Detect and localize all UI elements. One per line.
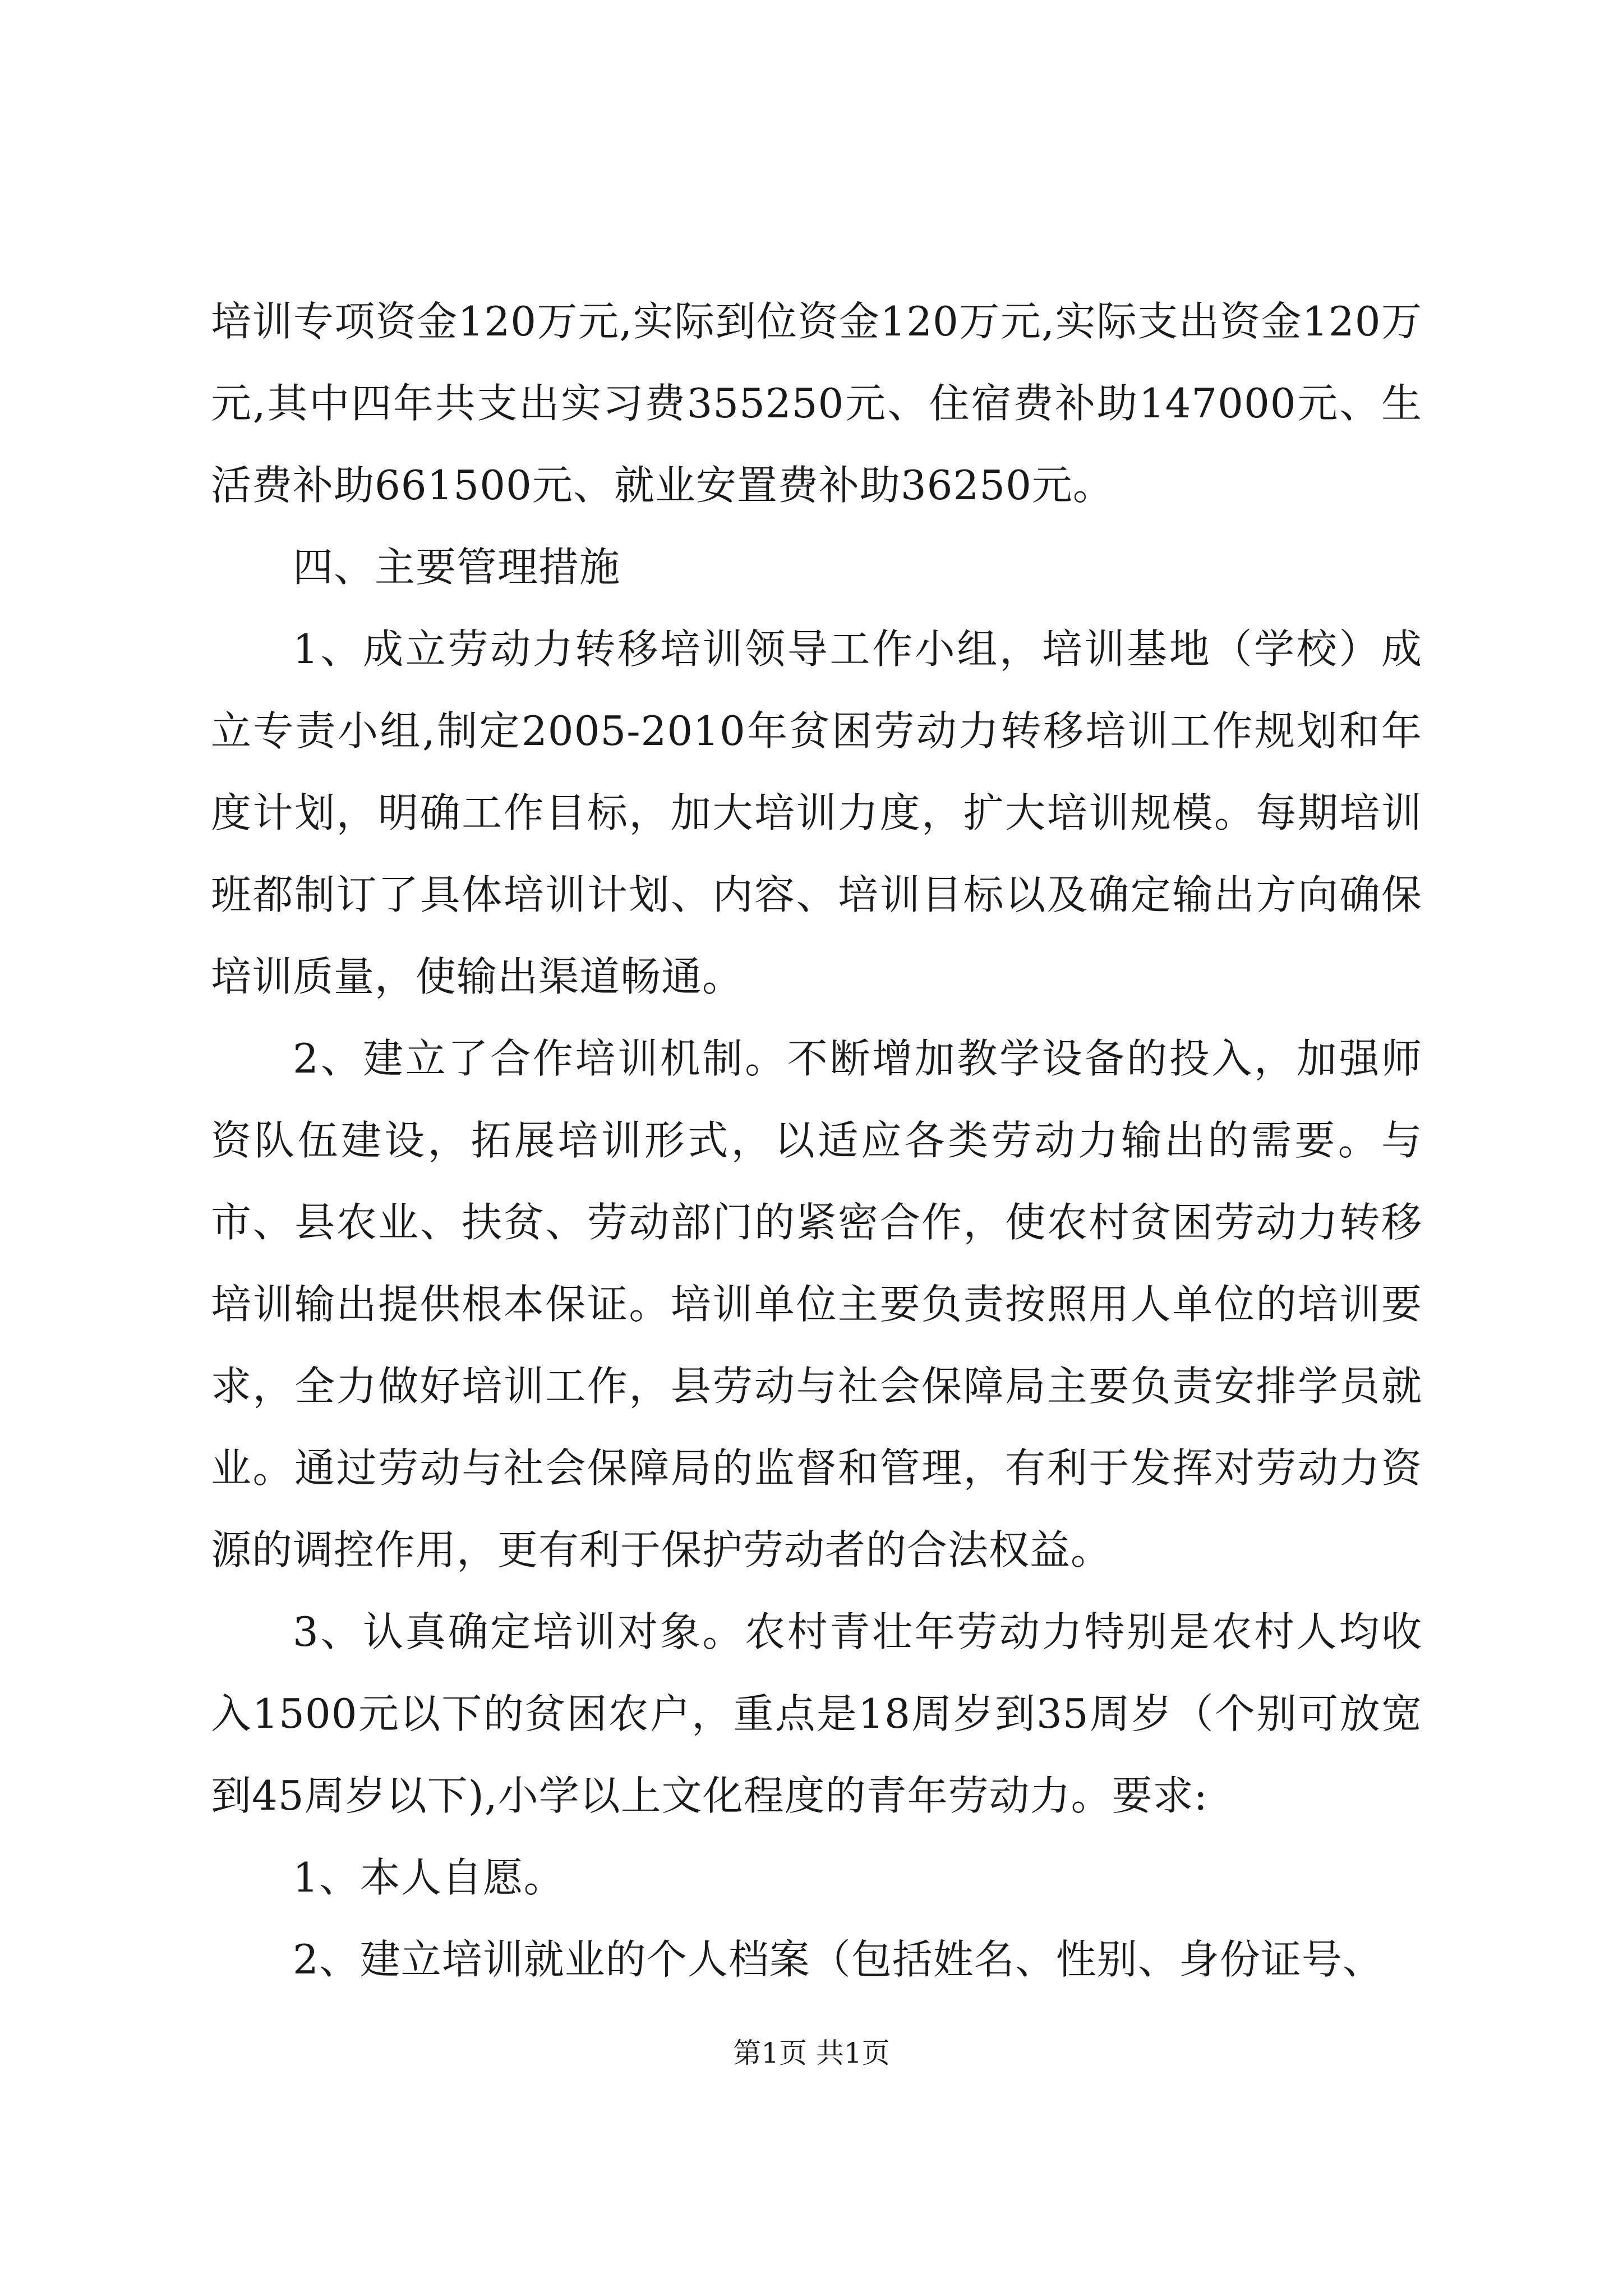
paragraph-requirement-2: 2、建立培训就业的个人档案（包括姓名、性别、身份证号、: [293, 1936, 1384, 1983]
document-body: [211, 280, 1422, 2000]
paragraph-measure-1: 1、成立劳动力转移培训领导工作小组，培训基地（学校）成立专责小组,制定2005-2010年贫困劳动力转移培训工作规划和年度计划，明确工作目标，加大培训力度，扩大培训规模。每期培训班都制订了具体培训计划、内容、培训目标以及确定输出方向确保培训质量，使输出渠道畅通。: [211, 625, 1422, 1000]
paragraph-measure-2: 2、建立了合作培训机制。不断增加教学设备的投入，加强师资队伍建设，拓展培训形式，以适应各类劳动力输出的需要。与市、县农业、扶贫、劳动部门的紧密合作，使农村贫困劳动力转移培训输出提供根本保证。培训单位主要负责按照用人单位的培训要求，全力做好培训工作，县劳动与社会保障局主要负责安排学员就业。通过劳动与社会保障局的监督和管理，有利于发挥对劳动力资源的调控作用，更有利于保护劳动者的合法权益。: [211, 1035, 1422, 1573]
paragraph-measure-3: 3、认真确定培训对象。农村青壮年劳动力特别是农村人均收入1500元以下的贫困农户，重点是18周岁到35周岁（个别可放宽到45周岁以下),小学以上文化程度的青年劳动力。要求:: [211, 1608, 1422, 1819]
page-footer: 第1页 共1页: [733, 2037, 890, 2069]
paragraph-funding: 培训专项资金120万元,实际到位资金120万元,实际支出资金120万元,其中四年共支出实习费355250元、住宿费补助147000元、生活费补助661500元、就业安置费补助36250元。: [211, 298, 1422, 509]
section-heading-management-measures: 四、主要管理措施: [293, 544, 621, 591]
paragraph-requirement-1: 1、本人自愿。: [293, 1854, 565, 1901]
